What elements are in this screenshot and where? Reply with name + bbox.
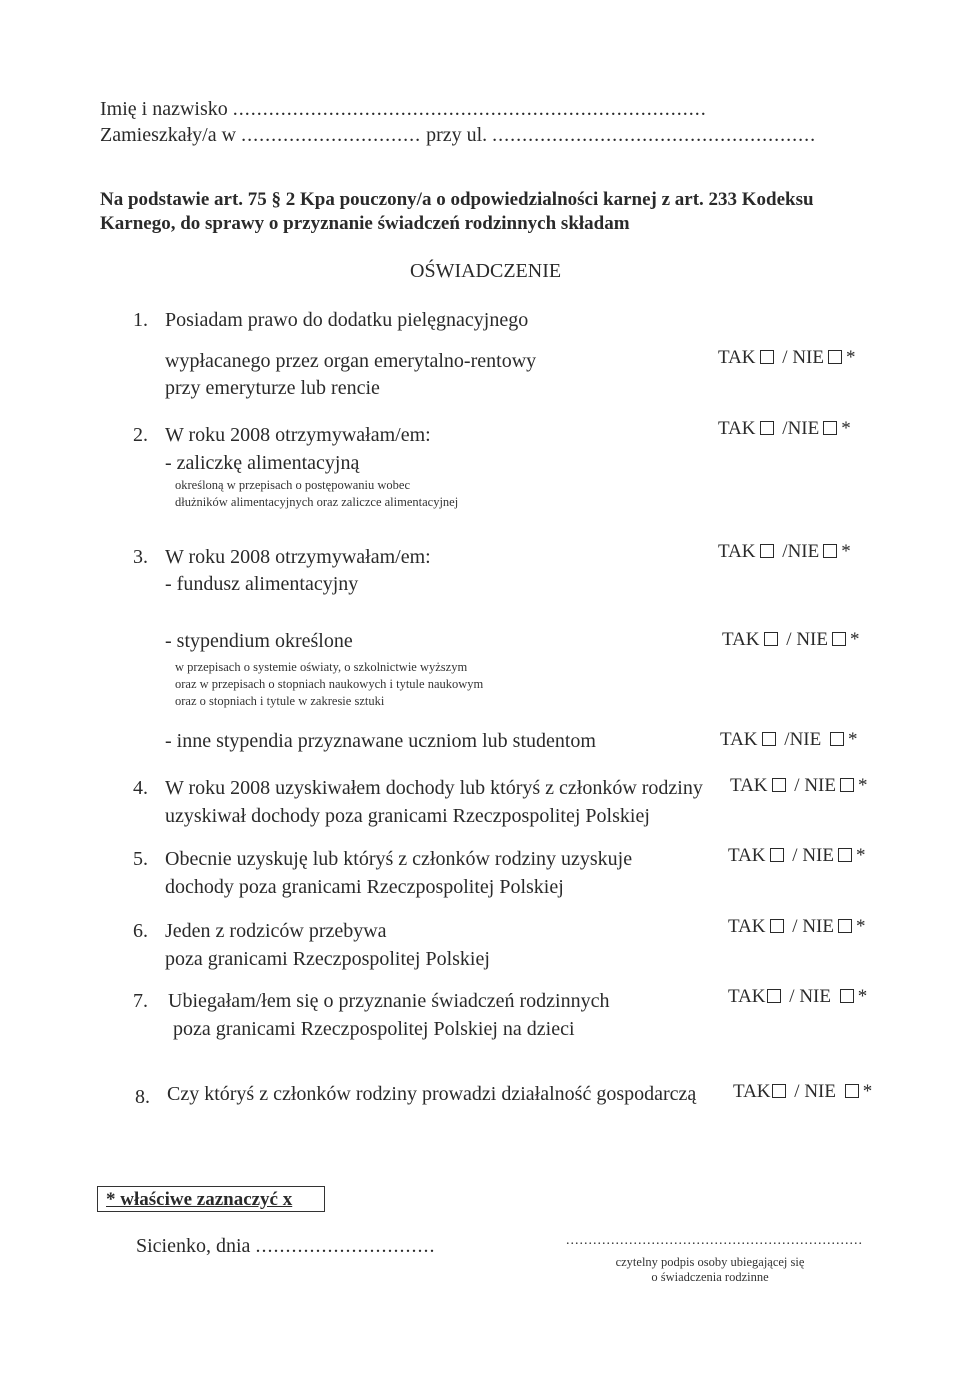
asterisk: * <box>855 916 866 937</box>
no-checkbox[interactable] <box>840 778 854 792</box>
item-7-line-2: poza granicami Rzeczpospolitej Polskiej na dzieci <box>173 1018 575 1040</box>
item-3-subtext-2: oraz w przepisach o stopniach naukowych i tytule naukowym <box>175 677 484 691</box>
signature-caption-1: czytelny podpis osoby ubiegającej się <box>615 1255 805 1269</box>
item-7-answer <box>728 986 867 1008</box>
separator: / <box>782 541 788 562</box>
item-1-answer <box>718 347 855 369</box>
no-label: NIE <box>802 916 834 937</box>
street-label: przy ul. <box>426 124 488 146</box>
no-label: NIE <box>787 541 820 562</box>
intro-line-2: Karnego, do sprawy o przyznanie świadczeń rodzinnych składam <box>100 213 630 234</box>
signature-line: .................................................................. <box>566 1233 863 1248</box>
no-label: NIE <box>804 775 836 796</box>
name-dots: ............................................................................... <box>232 98 707 120</box>
place-date-line <box>136 1235 435 1258</box>
item-7-number: 7. <box>133 990 148 1012</box>
separator: / <box>792 845 798 866</box>
yes-checkbox[interactable] <box>772 778 786 792</box>
address-dots: .............................. <box>241 124 422 146</box>
address-line <box>100 124 816 147</box>
item-6-number: 6. <box>133 920 148 942</box>
asterisk: * <box>857 775 868 796</box>
item-1-line-1: Posiadam prawo do dodatku pielęgnacyjnego <box>165 309 529 331</box>
item-3-line-3: - stypendium określone <box>165 630 353 652</box>
item-2-answer <box>718 418 851 440</box>
yes-checkbox[interactable] <box>762 732 776 746</box>
date-dots: .............................. <box>255 1235 436 1257</box>
item-5-line-2: dochody poza granicami Rzeczpospolitej Polskiej <box>165 876 564 898</box>
asterisk: * <box>845 347 856 368</box>
yes-label: TAK <box>720 729 758 750</box>
item-6-line-2: poza granicami Rzeczpospolitej Polskiej <box>165 948 490 970</box>
asterisk: * <box>855 845 866 866</box>
yes-label: TAK <box>728 845 766 866</box>
item-2-subtext-2: dłużników alimentacyjnych oraz zaliczce alimentacyjnej <box>175 495 459 509</box>
item-3-subtext-3: oraz o stopniach i tytule w zakresie sztuki <box>175 694 385 708</box>
item-5-number: 5. <box>133 848 148 870</box>
no-label: NIE <box>804 1081 836 1102</box>
item-3-number: 3. <box>133 546 148 568</box>
separator: / <box>789 986 795 1007</box>
separator: / <box>782 418 788 439</box>
item-3b-answer <box>722 629 859 651</box>
name-line <box>100 98 707 121</box>
separator: / <box>794 1081 800 1102</box>
no-checkbox[interactable] <box>823 544 837 558</box>
yes-label: TAK <box>718 541 756 562</box>
yes-checkbox[interactable] <box>760 421 774 435</box>
place-date-label: Sicienko, dnia <box>136 1235 251 1257</box>
item-5-answer <box>728 845 865 867</box>
item-4-line-2: uzyskiwał dochody poza granicami Rzeczpospolitej Polskiej <box>165 805 650 827</box>
no-checkbox[interactable] <box>830 732 844 746</box>
yes-label: TAK <box>728 986 766 1007</box>
item-8-number: 8. <box>135 1086 150 1108</box>
address-label: Zamieszkały/a w <box>100 124 237 146</box>
separator: / <box>782 347 788 368</box>
yes-label: TAK <box>718 347 756 368</box>
no-label: NIE <box>787 418 820 439</box>
yes-checkbox[interactable] <box>760 350 774 364</box>
no-label: NIE <box>802 845 834 866</box>
yes-label: TAK <box>730 775 768 796</box>
yes-label: TAK <box>733 1081 771 1102</box>
name-label: Imię i nazwisko <box>100 98 228 120</box>
signature-caption-2: o świadczenia rodzinne <box>651 1270 769 1284</box>
asterisk: * <box>849 629 860 650</box>
no-label: NIE <box>792 347 824 368</box>
yes-checkbox[interactable] <box>760 544 774 558</box>
item-3a-answer <box>718 541 851 563</box>
no-checkbox[interactable] <box>838 919 852 933</box>
no-checkbox[interactable] <box>840 989 854 1003</box>
no-label: NIE <box>789 729 822 750</box>
note-box <box>97 1186 325 1212</box>
asterisk: * <box>847 729 858 750</box>
item-3c-answer <box>720 729 857 751</box>
yes-checkbox[interactable] <box>770 848 784 862</box>
yes-checkbox[interactable] <box>767 989 781 1003</box>
item-5-line-1: Obecnie uzyskuję lub któryś z członków rodziny uzyskuje <box>165 848 633 870</box>
item-8-answer <box>733 1081 872 1103</box>
asterisk: * <box>862 1081 873 1102</box>
item-1-number: 1. <box>133 309 148 331</box>
intro-line-1: Na podstawie art. 75 § 2 Kpa pouczony/a o odpowiedzialności karnej z art. 233 Kodeksu <box>100 189 814 210</box>
asterisk: * <box>841 541 851 562</box>
item-4-number: 4. <box>133 777 148 799</box>
item-8-line-1: Czy któryś z członków rodziny prowadzi działalność gospodarczą <box>167 1083 697 1105</box>
yes-checkbox[interactable] <box>770 919 784 933</box>
separator: / <box>784 729 790 750</box>
item-3-subtext-1: w przepisach o systemie oświaty, o szkolnictwie wyższym <box>175 660 468 674</box>
no-checkbox[interactable] <box>845 1084 859 1098</box>
item-2-line-2: - zaliczkę alimentacyjną <box>165 452 360 474</box>
item-4-answer <box>730 775 867 797</box>
item-6-answer <box>728 916 865 938</box>
no-checkbox[interactable] <box>823 421 837 435</box>
item-2-line-1: W roku 2008 otrzymywałam/em: <box>165 424 431 446</box>
separator: / <box>786 629 792 650</box>
item-2-number: 2. <box>133 424 148 446</box>
item-3-line-2: - fundusz alimentacyjny <box>165 573 359 595</box>
item-4-line-1: W roku 2008 uzyskiwałem dochody lub któryś z członków rodziny <box>165 777 703 799</box>
no-checkbox[interactable] <box>838 848 852 862</box>
item-7-line-1: Ubiegałam/łem się o przyznanie świadczeń rodzinnych <box>168 990 610 1012</box>
no-checkbox[interactable] <box>828 350 842 364</box>
separator: / <box>794 775 800 796</box>
yes-label: TAK <box>728 916 766 937</box>
no-label: NIE <box>796 629 828 650</box>
no-label: NIE <box>799 986 831 1007</box>
item-3-line-4: - inne stypendia przyznawane uczniom lub studentom <box>165 730 596 752</box>
item-3-line-1: W roku 2008 otrzymywałam/em: <box>165 546 431 568</box>
item-1-line-2: wypłacanego przez organ emerytalno-rentowy <box>165 350 537 372</box>
yes-label: TAK <box>722 629 760 650</box>
yes-label: TAK <box>718 418 756 439</box>
no-checkbox[interactable] <box>832 632 846 646</box>
asterisk: * <box>857 986 868 1007</box>
street-dots: ...................................................... <box>492 124 817 146</box>
asterisk: * <box>841 418 851 439</box>
yes-checkbox[interactable] <box>764 632 778 646</box>
item-2-subtext-1: określoną w przepisach o postępowaniu wobec <box>175 478 410 492</box>
note-text: * właściwe zaznaczyć x <box>106 1189 293 1210</box>
item-1-line-3: przy emeryturze lub rencie <box>165 377 380 399</box>
page-title: OŚWIADCZENIE <box>410 260 562 282</box>
item-6-line-1: Jeden z rodziców przebywa <box>165 920 387 942</box>
yes-checkbox[interactable] <box>772 1084 786 1098</box>
separator: / <box>792 916 798 937</box>
